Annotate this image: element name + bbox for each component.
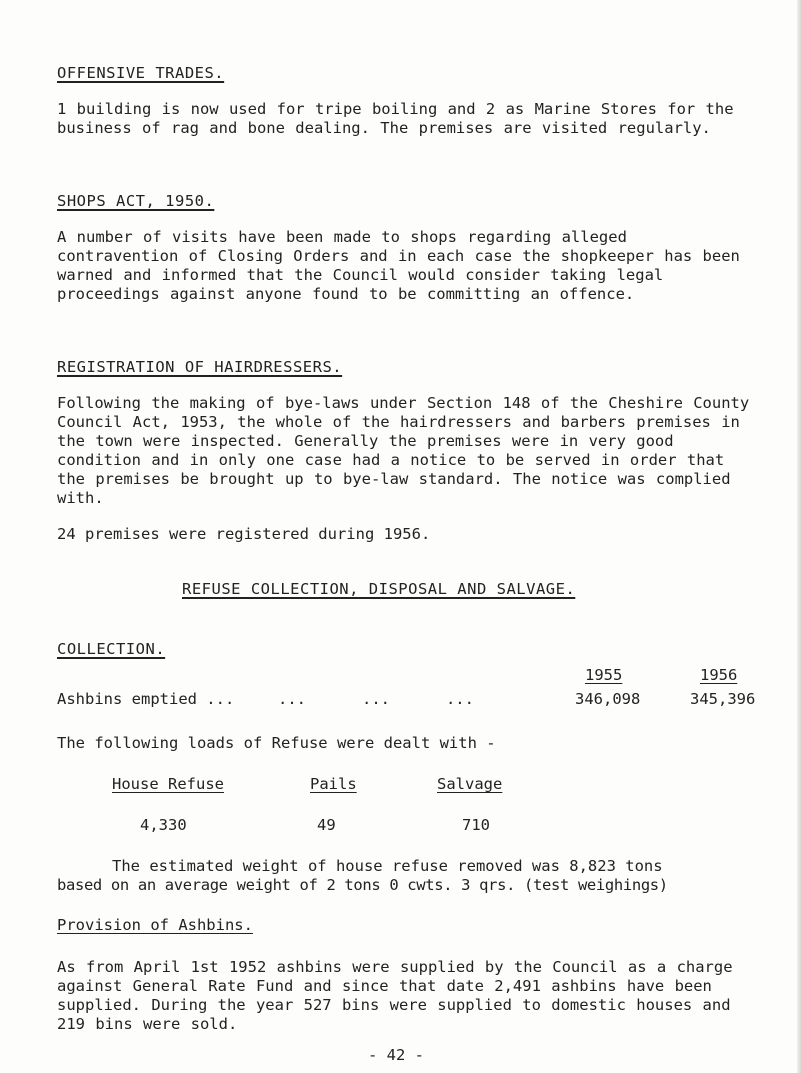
ashbins-emptied-1955: 346,098 (575, 690, 641, 708)
salvage-column-header: Salvage (437, 775, 503, 793)
ashbins-emptied-leaders: ... ... ... (278, 690, 474, 708)
ashbins-emptied-label: Ashbins emptied ... (57, 690, 235, 708)
pails-loads: 49 (317, 816, 336, 834)
provision-of-ashbins-heading: Provision of Ashbins. (57, 916, 253, 934)
page-number: - 42 - (368, 1046, 424, 1064)
hairdressers-heading: REGISTRATION OF HAIRDRESSERS. (57, 358, 343, 376)
hairdressers-paragraph: Following the making of bye-laws under Section 148 of the Cheshire County Council Act, 1953, the whole of the hairdressers and barbers premises in the town were inspected. Generally the premises were in very good condition and in only one case had a notice to be served in order that the premises be brought up to bye-law standard. The notice was complied with. (57, 394, 750, 507)
pails-column-header: Pails (310, 775, 357, 793)
year-1955-header: 1955 (585, 666, 623, 684)
refuse-heading: REFUSE COLLECTION, DISPOSAL AND SALVAGE. (182, 580, 576, 598)
house-refuse-loads: 4,330 (140, 816, 187, 834)
page-edge-shadow (797, 0, 801, 1073)
year-1956-header: 1956 (700, 666, 738, 684)
loads-intro-line: The following loads of Refuse were dealt with - (57, 734, 496, 752)
provision-of-ashbins-paragraph: As from April 1st 1952 ashbins were supplied by the Council as a charge against General Rate Fund and since that date 2,491 ashbins have been supplied. During the year 527 bins were supplied to domestic houses and 219 bins were sold. (57, 958, 733, 1033)
collection-subheading: COLLECTION. (57, 640, 166, 658)
shops-act-paragraph: A number of visits have been made to shops regarding alleged contravention of Closing Orders and in each case the shopkeeper has been warned and informed that the Council would consider taking legal proceedings against anyone found to be committing an offence. (57, 228, 740, 303)
average-weight-line: based on an average weight of 2 tons 0 cwts. 3 qrs. (test weighings) (57, 876, 668, 894)
ashbins-emptied-1956: 345,396 (690, 690, 756, 708)
salvage-loads: 710 (462, 816, 490, 834)
estimated-weight-line: The estimated weight of house refuse removed was 8,823 tons (112, 857, 663, 875)
registered-premises-line: 24 premises were registered during 1956. (57, 525, 431, 543)
offensive-trades-heading: OFFENSIVE TRADES. (57, 64, 225, 82)
house-refuse-column-header: House Refuse (112, 775, 224, 793)
offensive-trades-paragraph: 1 building is now used for tripe boiling and 2 as Marine Stores for the business of rag and bone dealing. The premises are visited regularly. (57, 100, 734, 137)
shops-act-heading: SHOPS ACT, 1950. (57, 192, 215, 210)
